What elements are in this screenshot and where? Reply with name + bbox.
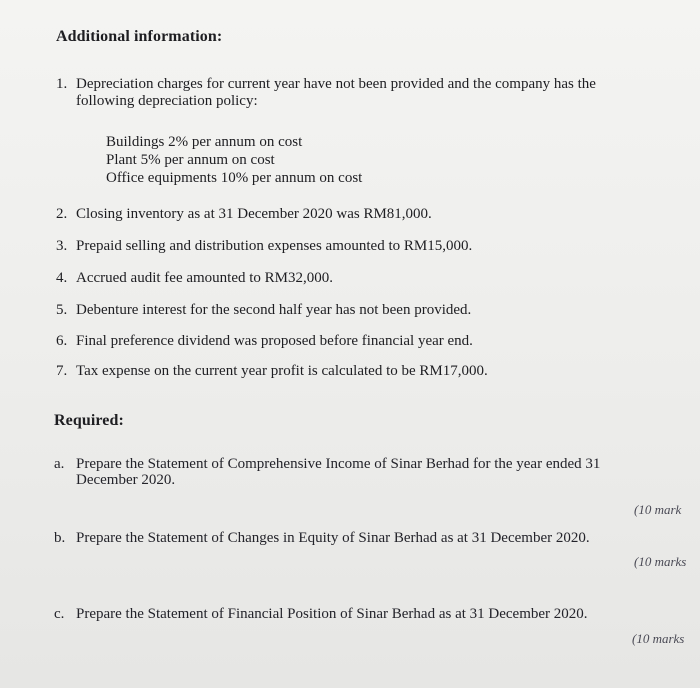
marks-part-b: (10 marks <box>634 554 687 569</box>
list-item-number: 6. <box>56 333 68 349</box>
required-part-letter: a. <box>54 456 65 472</box>
required-part-a <box>54 456 600 488</box>
depreciation-policy-list <box>106 133 362 187</box>
list-item-text: Depreciation charges for current year have not been provided and the company has the <box>76 76 596 92</box>
list-item-text: Prepaid selling and distribution expenses amounted to RM15,000. <box>76 238 473 254</box>
list-item-number: 5. <box>56 302 68 318</box>
list-item-text: Closing inventory as at 31 December 2020 was RM81,000. <box>76 206 432 222</box>
required-part-text: Prepare the Statement of Financial Position of Sinar Berhad as at 31 December 2020. <box>76 606 588 622</box>
policy-plant: Plant 5% per annum on cost <box>106 152 275 168</box>
required-part-letter: c. <box>54 606 65 622</box>
required-part-c <box>54 606 588 622</box>
list-item-text: Debenture interest for the second half year has not been provided. <box>76 302 472 318</box>
policy-office-equipments: Office equipments 10% per annum on cost <box>106 170 363 186</box>
list-item-2 <box>56 206 432 223</box>
list-item-7 <box>56 363 488 380</box>
section-title-required: Required: <box>54 412 124 429</box>
list-item-5 <box>56 302 471 319</box>
list-item-number: 7. <box>56 363 68 379</box>
required-part-letter: b. <box>54 530 66 546</box>
required-part-b <box>54 530 590 546</box>
list-item-3 <box>56 238 472 255</box>
list-item-text-continued: following depreciation policy: <box>76 93 258 109</box>
list-item-number: 2. <box>56 206 68 222</box>
list-item-number: 4. <box>56 270 68 286</box>
list-item-number: 3. <box>56 238 68 254</box>
marks-part-a: (10 mark <box>634 502 682 517</box>
list-item-number: 1. <box>56 76 68 92</box>
section-title-additional-information: Additional information: <box>56 28 223 45</box>
required-part-text-continued: December 2020. <box>76 472 176 488</box>
list-item-text: Accrued audit fee amounted to RM32,000. <box>76 270 334 286</box>
list-item-text: Tax expense on the current year profit is calculated to be RM17,000. <box>76 363 488 379</box>
list-item-4 <box>56 270 333 287</box>
list-item-1 <box>56 76 676 110</box>
list-item-6 <box>56 333 473 350</box>
required-part-text: Prepare the Statement of Comprehensive Income of Sinar Berhad for the year ended 31 <box>76 456 601 472</box>
required-part-text: Prepare the Statement of Changes in Equity of Sinar Berhad as at 31 December 2020. <box>76 530 590 546</box>
list-item-text: Final preference dividend was proposed before financial year end. <box>76 333 473 349</box>
marks-part-c: (10 marks <box>632 631 685 646</box>
policy-buildings: Buildings 2% per annum on cost <box>106 134 303 150</box>
